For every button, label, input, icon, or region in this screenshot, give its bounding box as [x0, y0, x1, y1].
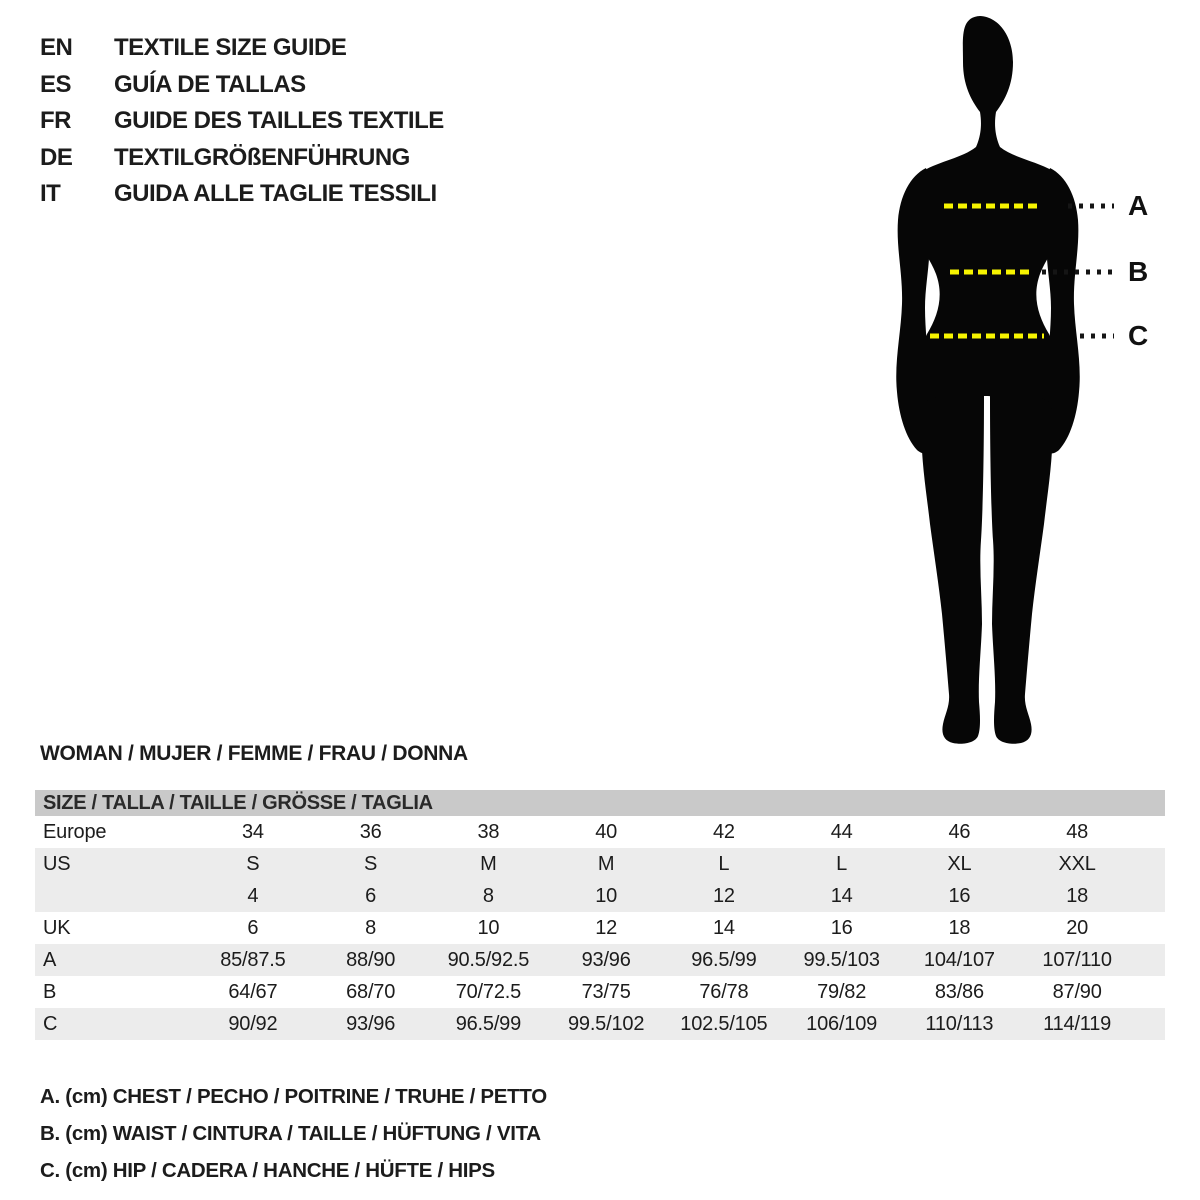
size-cell: 48	[1066, 821, 1089, 843]
lang-row-fr	[40, 103, 444, 140]
size-cell: 16	[948, 885, 971, 907]
body-measurement-figure	[880, 0, 1200, 760]
size-cell: L	[836, 853, 848, 875]
row-label: UK	[43, 917, 71, 939]
size-cell: 20	[1066, 917, 1089, 939]
lang-code: ES	[40, 70, 72, 98]
size-cell: 18	[1066, 885, 1089, 907]
row-label: A	[43, 949, 57, 971]
lang-code: IT	[40, 180, 61, 208]
row-label: C	[43, 1013, 58, 1035]
row-label	[35, 880, 194, 912]
size-cell: 83/86	[934, 981, 984, 1003]
size-cell: 96.5/99	[455, 1013, 522, 1035]
size-cell: 10	[477, 917, 500, 939]
size-cell: 99.5/103	[803, 949, 880, 971]
hip-marker-label: C	[1128, 320, 1149, 351]
size-cell: 4	[247, 885, 259, 907]
size-cell: 46	[948, 821, 971, 843]
size-cell: 34	[241, 821, 264, 843]
waist-marker-label: B	[1128, 256, 1149, 287]
table-row-us-numeric	[35, 880, 1165, 912]
chest-marker-label: A	[1128, 190, 1149, 221]
guide-title: TEXTILGRÖßENFÜHRUNG	[114, 143, 410, 171]
size-cell: 93/96	[581, 949, 631, 971]
size-cell: 104/107	[923, 949, 995, 971]
note-waist: B. (cm) WAIST / CINTURA / TAILLE / HÜFTUNG / VITA	[40, 1122, 541, 1145]
table-row-chest-a	[35, 944, 1165, 976]
size-table-header: SIZE / TALLA / TAILLE / GRÖSSE / TAGLIA	[35, 790, 1165, 816]
size-cell: 14	[830, 885, 853, 907]
size-cell: 90/92	[228, 1013, 278, 1035]
size-cell: 42	[712, 821, 735, 843]
size-cell: 38	[477, 821, 500, 843]
size-cell: 73/75	[581, 981, 631, 1003]
measurement-notes	[40, 1078, 547, 1189]
lang-code: FR	[40, 107, 71, 135]
lang-row-es	[40, 67, 444, 104]
section-title-woman: WOMAN / MUJER / FEMME / FRAU / DONNA	[40, 742, 468, 765]
size-cell: 68/70	[346, 981, 396, 1003]
size-cell: M	[597, 853, 615, 875]
size-cell: 85/87.5	[220, 949, 286, 971]
size-cell: 88/90	[346, 949, 396, 971]
table-row-europe	[35, 816, 1165, 848]
woman-silhouette-torso	[906, 16, 1070, 403]
woman-silhouette-right-leg	[990, 394, 1053, 744]
size-cell: 107/110	[1042, 949, 1112, 971]
size-cell: 8	[482, 885, 494, 907]
note-hip: C. (cm) HIP / CADERA / HANCHE / HÜFTE / HIPS	[40, 1159, 495, 1182]
row-label: Europe	[43, 821, 107, 843]
lang-row-de	[40, 140, 444, 177]
size-cell: 114/119	[1043, 1013, 1112, 1035]
size-cell: 106/109	[806, 1013, 878, 1035]
lang-row-it	[40, 176, 444, 213]
row-label: US	[43, 853, 71, 875]
size-cell: 18	[948, 917, 971, 939]
size-cell: 6	[365, 885, 377, 907]
size-cell: S	[364, 853, 378, 875]
size-cell: 40	[595, 821, 618, 843]
size-cell: 110/113	[925, 1013, 994, 1035]
size-cell: 76/78	[699, 981, 749, 1003]
lang-code: DE	[40, 143, 73, 171]
size-cell: 12	[595, 917, 618, 939]
size-table	[35, 790, 1165, 1040]
language-title-list	[40, 30, 444, 213]
guide-title: GUIDE DES TAILLES TEXTILE	[114, 107, 444, 135]
size-cell: 93/96	[346, 1013, 396, 1035]
size-cell: L	[718, 853, 730, 875]
lang-row-en	[40, 30, 444, 67]
size-cell: 16	[830, 917, 853, 939]
row-label: B	[43, 981, 57, 1003]
size-cell: 12	[712, 885, 735, 907]
size-cell: 96.5/99	[691, 949, 757, 971]
guide-title: GUIDA ALLE TAGLIE TESSILI	[114, 180, 437, 208]
size-cell: 14	[712, 917, 735, 939]
size-cell: XXL	[1058, 853, 1096, 875]
table-row-hip-c	[35, 1008, 1165, 1040]
size-cell: 102.5/105	[680, 1013, 768, 1035]
size-cell: S	[246, 853, 260, 875]
size-cell: 87/90	[1052, 981, 1102, 1003]
table-row-us	[35, 848, 1165, 880]
size-cell: XL	[947, 853, 972, 875]
size-cell: M	[480, 853, 497, 875]
woman-silhouette-left-leg	[921, 394, 984, 744]
size-cell: 10	[595, 885, 618, 907]
size-cell: 44	[830, 821, 853, 843]
size-cell: 79/82	[817, 981, 867, 1003]
size-cell: 90.5/92.5	[447, 949, 530, 971]
size-cell: 70/72.5	[455, 981, 522, 1003]
lang-code: EN	[40, 34, 73, 61]
guide-title: GUÍA DE TALLAS	[114, 70, 306, 98]
size-cell: 64/67	[228, 981, 278, 1003]
table-row-waist-b	[35, 976, 1165, 1008]
size-cell: 99.5/102	[567, 1013, 645, 1035]
size-cell: 8	[365, 917, 377, 939]
table-row-uk	[35, 912, 1165, 944]
size-cell: 6	[247, 917, 259, 939]
size-cell: 36	[359, 821, 382, 843]
guide-title: TEXTILE SIZE GUIDE	[114, 34, 347, 61]
note-chest: A. (cm) CHEST / PECHO / POITRINE / TRUHE / PETTO	[40, 1085, 547, 1108]
